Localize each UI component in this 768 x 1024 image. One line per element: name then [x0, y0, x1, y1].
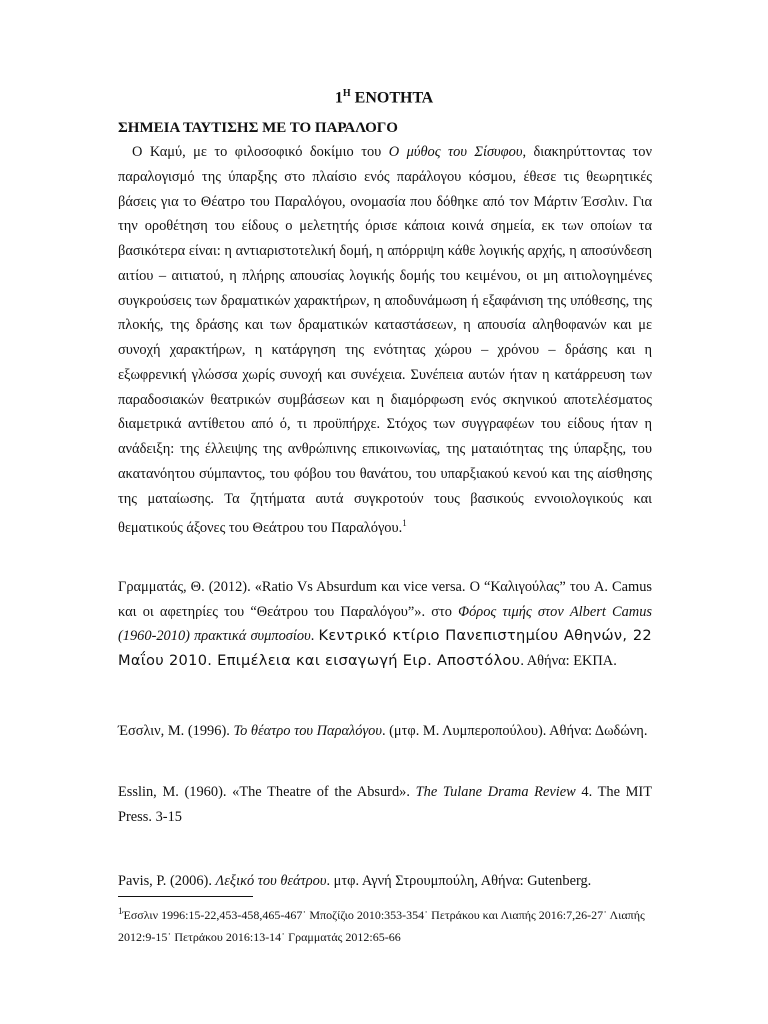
heading-superscript: Η — [342, 88, 351, 99]
paragraph-book-title: Ο μύθος του Σίσυφου — [388, 144, 523, 160]
reference-title: Φόρος τιμής στον Albert Camus (1960-2010) πρακτικά συμποσίου — [118, 603, 652, 644]
heading-number: 1 — [334, 89, 343, 107]
reference-text: . (μτφ. Μ. Λυμπεροπούλου). Αθήνα: Δωδώνη. — [381, 723, 648, 739]
reference-text: 4. The MIT Press. 3-15 — [118, 784, 653, 825]
reference-text: . Αθήνα: ΕΚΠΑ. — [520, 652, 617, 669]
reference-text: Esslin, M. (1960). «The Theatre of the Absurd». — [118, 784, 416, 800]
reference-venue: Κεντρικό κτίριο Πανεπιστημίου Αθηνών, 22 Μαΐου 2010. Επιμέλεια και εισαγωγή Ειρ. Αποστόλου — [118, 627, 652, 669]
reference-text: Γραμματάς, Θ. (2012). «Ratio Vs Absurdum και vice versa. Ο “Καλιγούλας” του A. Camus και οι αφετηρίες του “Θεάτρου του Παραλόγου”». στο — [118, 579, 652, 620]
reference-text: . μτφ. Αγνή Στρουμπούλη, Αθήνα: Gutenberg. — [326, 873, 592, 889]
reference-text: Pavis, P. (2006). — [118, 873, 216, 889]
reference-text: Έσσλιν, Μ. (1996). — [118, 723, 234, 739]
reference-esslin-english — [118, 780, 652, 829]
footnote-reference-mark: 1 — [402, 518, 407, 529]
footnote-divider — [118, 896, 253, 897]
section-heading — [0, 88, 768, 107]
reference-title: The Tulane Drama Review — [415, 784, 576, 800]
reference-grammatas — [118, 575, 652, 673]
reference-pavis — [118, 869, 652, 894]
section-subheading: ΣΗΜΕΙΑ ΤΑΥΤΙΣΗΣ ΜΕ ΤΟ ΠΑΡΑΛΟΓΟ — [118, 120, 398, 136]
reference-text: . — [310, 628, 319, 644]
footnote — [118, 900, 658, 948]
footnote-mark: 1 — [118, 906, 123, 916]
paragraph-body: , διακηρύττοντας τον παραλογισμό της ύπαρξης στο πλαίσιο ενός παράλογου κόσμου, έθεσε τις θεωρητικές βάσεις για το Θέατρο του Παραλόγου, ονομασία που δόθηκε από τον Μάρτιν Έσσλιν. Για την οροθέτηση του είδους ο μελετητής όρισε κάποια κοινά σημεία, εκ των οποίων τα βασικότερα είναι: η αντιαριστοτελική δομή, η απόρριψη κάθε λογικής αρχής, η αποσύνδεση αιτίου – αιτιατού, η πλήρης απουσίας λογικής δομής του κειμένου, οι μη αιτιολογημένες συγκρούσεις των δραματικών χαρακτήρων, η αποδυνάμωση ή εξαφάνιση της υπόθεσης, της πλοκής, της δράσης και των δραματικών καταστάσεων, η απουσία αληθοφανών και με συνοχή χαρακτήρων, η κατάργηση της ενότητας χώρου – χρόνου – δράσης και η εξωφρενική γλώσσα χωρίς συνοχή και συνέχεια. Συνέπεια αυτών ήταν η κατάρρευση των παραδοσιακών θεατρικών συμβάσεων και η διαμόρφωση ενός σκηνικού αποτελέσματος διαμετρικά αντίθετου από ό, τι προϋπήρχε. Στόχος των συγγραφέων του είδους ήταν η ανάδειξη: της έλλειψης της ανθρώπινης επικοινωνίας, της ματαιότητας της ύπαρξης, του ακατανόητου σύμπαντος, του φόβου του θανάτου, του υπαρξιακού κενού και της αίσθησης της ματαίωσης. Τα ζητήματα αυτά συγκροτούν τους βασικούς εννοιολογικούς και θεματικούς άξονες του Θεάτρου του Παραλόγου. — [118, 144, 652, 537]
main-paragraph — [118, 140, 652, 541]
paragraph-intro: Ο Καμύ, με το φιλοσοφικό δοκίμιο του — [132, 144, 389, 160]
reference-esslin-greek — [118, 719, 652, 744]
footnote-text: Έσσλιν 1996:15-22,453-458,465-467˙ Μποζίζιο 2010:353-354˙ Πετράκου και Λιαπής 2016:7,26-27˙ Λιαπής 2012:9-15˙ Πετράκου 2016:13-14˙ Γραμματάς 2012:65-66 — [118, 908, 645, 944]
reference-title: Λεξικό του θεάτρου — [215, 873, 327, 889]
reference-title: Το θέατρο του Παραλόγου — [233, 723, 382, 739]
heading-title: ΕΝΟΤΗΤΑ — [354, 89, 434, 107]
